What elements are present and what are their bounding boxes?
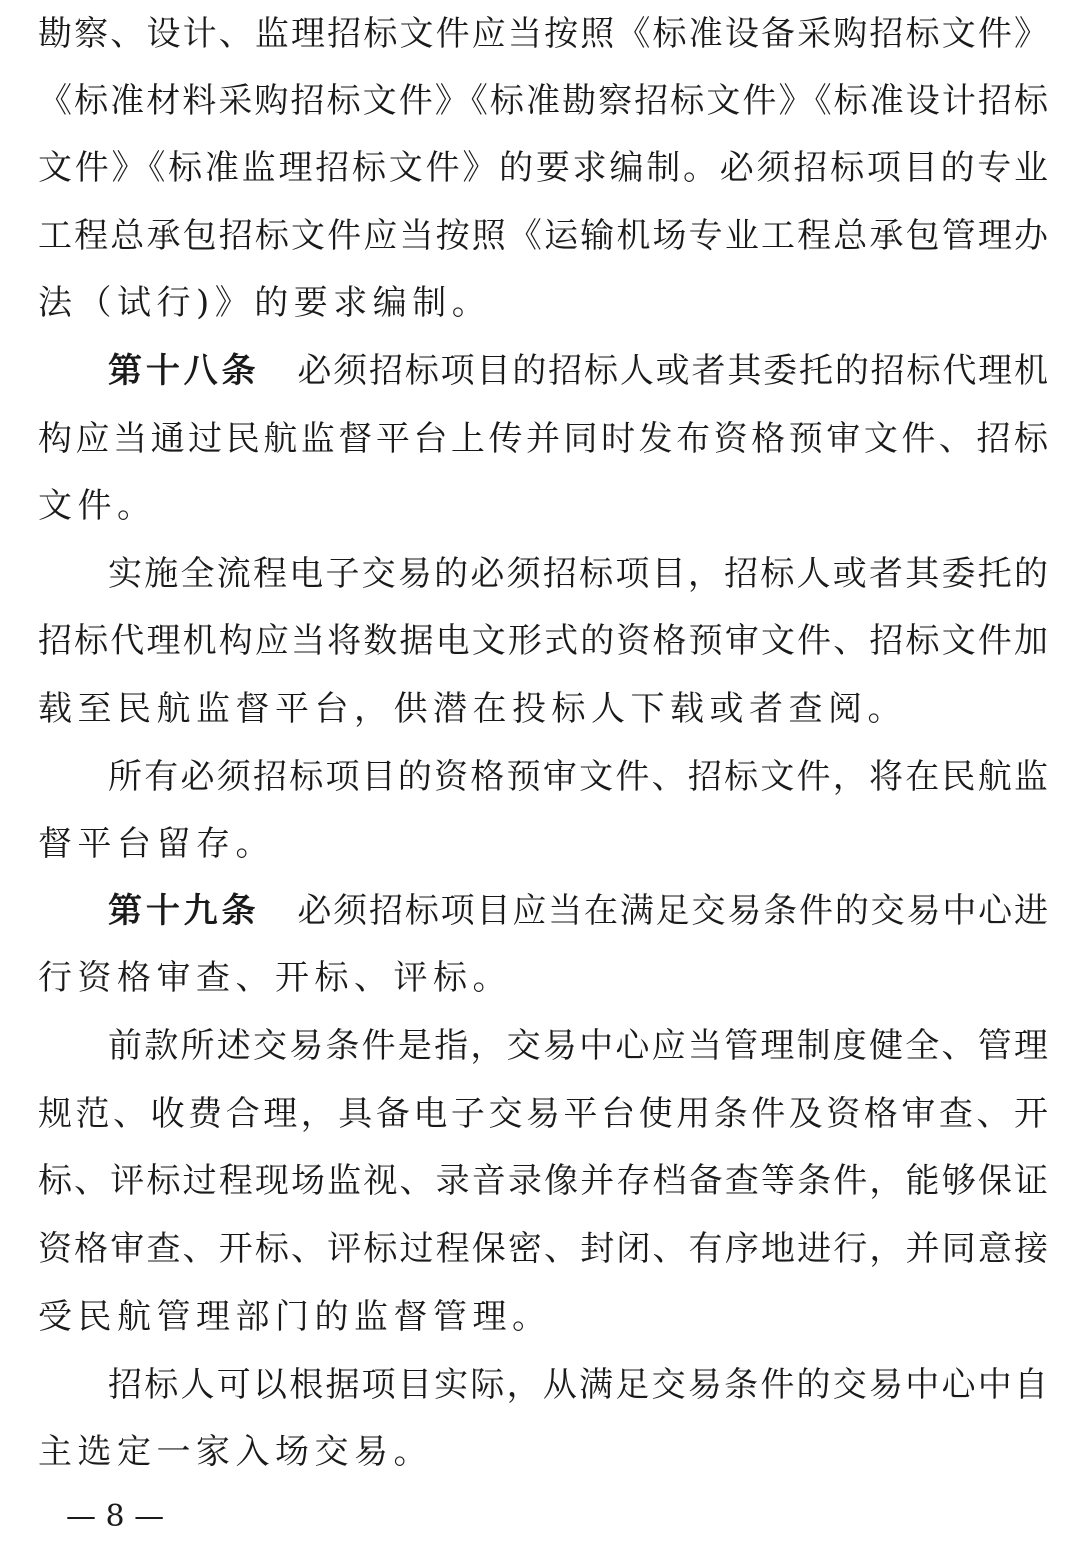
text-line: 标、评标过程现场监视、录音录像并存档备查等条件，能够保证 bbox=[38, 1161, 1048, 1201]
text-line: 资格审查、开标、评标过程保密、封闭、有序地进行，并同意接 bbox=[38, 1229, 1048, 1269]
text-line: 《标准材料采购招标文件》《标准勘察招标文件》《标准设计招标 bbox=[38, 81, 1048, 121]
text-line: 法（试行)》的要求编制。 bbox=[38, 283, 492, 323]
text-line: 所有必须招标项目的资格预审文件、招标文件，将在民航监 bbox=[108, 757, 1048, 797]
article-19-title: 第十九条 bbox=[108, 891, 260, 931]
text-line: 载至民航监督平台，供潜在投标人下载或者查阅。 bbox=[38, 689, 907, 729]
text-line: 招标代理机构应当将数据电文形式的资格预审文件、招标文件加 bbox=[38, 621, 1048, 661]
text-line: 工程总承包招标文件应当按照《运输机场专业工程总承包管理办 bbox=[38, 216, 1048, 256]
article-19-paragraph bbox=[38, 877, 1048, 945]
text-line: 必须招标项目应当在满足交易条件的交易中心进 bbox=[297, 891, 1049, 931]
text-line: 实施全流程电子交易的必须招标项目，招标人或者其委托的 bbox=[108, 554, 1048, 594]
text-line: 规范、收费合理，具备电子交易平台使用条件及资格审查、开 bbox=[38, 1094, 1048, 1134]
text-line: 文件。 bbox=[38, 486, 157, 526]
text-line: 勘察、设计、监理招标文件应当按照《标准设备采购招标文件》 bbox=[38, 14, 1048, 54]
text-line: 必须招标项目的招标人或者其委托的招标代理机 bbox=[297, 351, 1049, 391]
article-18-paragraph bbox=[38, 337, 1048, 405]
text-line: 文件》《标准监理招标文件》的要求编制。必须招标项目的专业 bbox=[38, 148, 1048, 188]
text-line: 行资格审查、开标、评标。 bbox=[38, 958, 512, 998]
text-line: 督平台留存。 bbox=[38, 824, 275, 864]
text-line: 前款所述交易条件是指，交易中心应当管理制度健全、管理 bbox=[108, 1026, 1048, 1066]
page-number: — 8 — bbox=[66, 1499, 165, 1534]
article-18-title: 第十八条 bbox=[108, 351, 260, 391]
text-line: 主选定一家入场交易。 bbox=[38, 1432, 433, 1472]
text-line: 构应当通过民航监督平台上传并同时发布资格预审文件、招标 bbox=[38, 419, 1048, 459]
text-line: 招标人可以根据项目实际，从满足交易条件的交易中心中自 bbox=[108, 1365, 1048, 1405]
text-line: 受民航管理部门的监督管理。 bbox=[38, 1297, 552, 1337]
